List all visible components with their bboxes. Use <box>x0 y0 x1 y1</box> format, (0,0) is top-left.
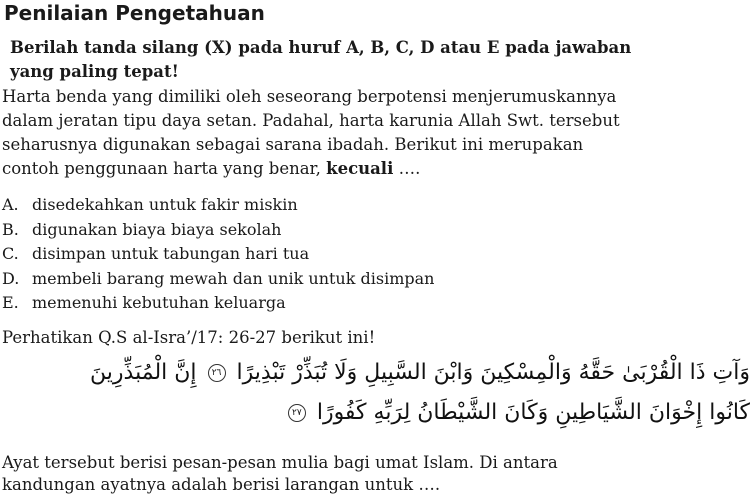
ayah-number-marker: ٢٧ <box>288 404 306 422</box>
section-title: Penilaian Pengetahuan <box>4 1 265 25</box>
question-line-prefix: contoh penggunaan harta yang benar, <box>2 159 327 178</box>
option-b[interactable] <box>2 218 434 243</box>
option-a[interactable] <box>2 193 434 218</box>
option-letter: A. <box>2 195 19 214</box>
option-d[interactable] <box>2 267 434 292</box>
question-line <box>2 157 620 181</box>
closing-line: Ayat tersebut berisi pesan-pesan mulia bagi umat Islam. Di antara <box>2 453 558 472</box>
question-line-suffix: …. <box>393 159 421 178</box>
arabic-text: وَآتِ ذَا الْقُرْبَىٰ حَقَّهُ وَالْمِسْكِينَ وَابْنَ السَّبِيلِ وَلَا تُبَذِّرْ تَبْذِيرًا <box>236 360 750 385</box>
option-letter: E. <box>2 293 19 312</box>
instruction-line: Berilah tanda silang (X) pada huruf A, B, C, D atau E pada jawaban <box>10 38 632 57</box>
option-c[interactable] <box>2 242 434 267</box>
option-text: disedekahkan untuk fakir miskin <box>32 195 298 214</box>
instruction <box>10 36 750 84</box>
option-letter: B. <box>2 219 19 239</box>
option-letter: D. <box>2 268 20 288</box>
ayah-number-marker: ٢٦ <box>208 364 226 382</box>
option-text: memenuhi kebutuhan keluarga <box>32 293 286 312</box>
arabic-verse-line-1 <box>90 360 750 385</box>
arabic-text: كَانُوا إِخْوَانَ الشَّيَاطِينِ وَكَانَ الشَّيْطَانُ لِرَبِّهِ كَفُورًا <box>316 400 750 425</box>
question-keyword: kecuali <box>326 159 394 178</box>
instruction-line: yang paling tepat! <box>10 62 179 81</box>
option-letter: C. <box>2 244 19 263</box>
next-question-text <box>2 452 558 496</box>
option-text: membeli barang mewah dan unik untuk disimpan <box>32 268 435 288</box>
question-text <box>2 85 620 181</box>
question-line: dalam jeratan tipu daya setan. Padahal, harta karunia Allah Swt. tersebut <box>2 111 620 130</box>
arabic-verse-line-2 <box>284 400 750 425</box>
closing-line: kandungan ayatnya adalah berisi larangan untuk …. <box>2 475 441 494</box>
option-text: digunakan biaya biaya sekolah <box>32 219 282 239</box>
option-e[interactable] <box>2 291 434 316</box>
option-text: disimpan untuk tabungan hari tua <box>32 244 310 263</box>
arabic-text: إِنَّ الْمُبَذِّرِينَ <box>90 360 197 385</box>
question-line: seharusnya digunakan sebagai sarana ibadah. Berikut ini merupakan <box>2 135 584 154</box>
verse-reference: Perhatikan Q.S al-Isra’/17: 26-27 berikut ini! <box>2 328 376 347</box>
answer-options <box>2 193 434 316</box>
question-line: Harta benda yang dimiliki oleh seseorang berpotensi menjerumuskannya <box>2 87 617 106</box>
